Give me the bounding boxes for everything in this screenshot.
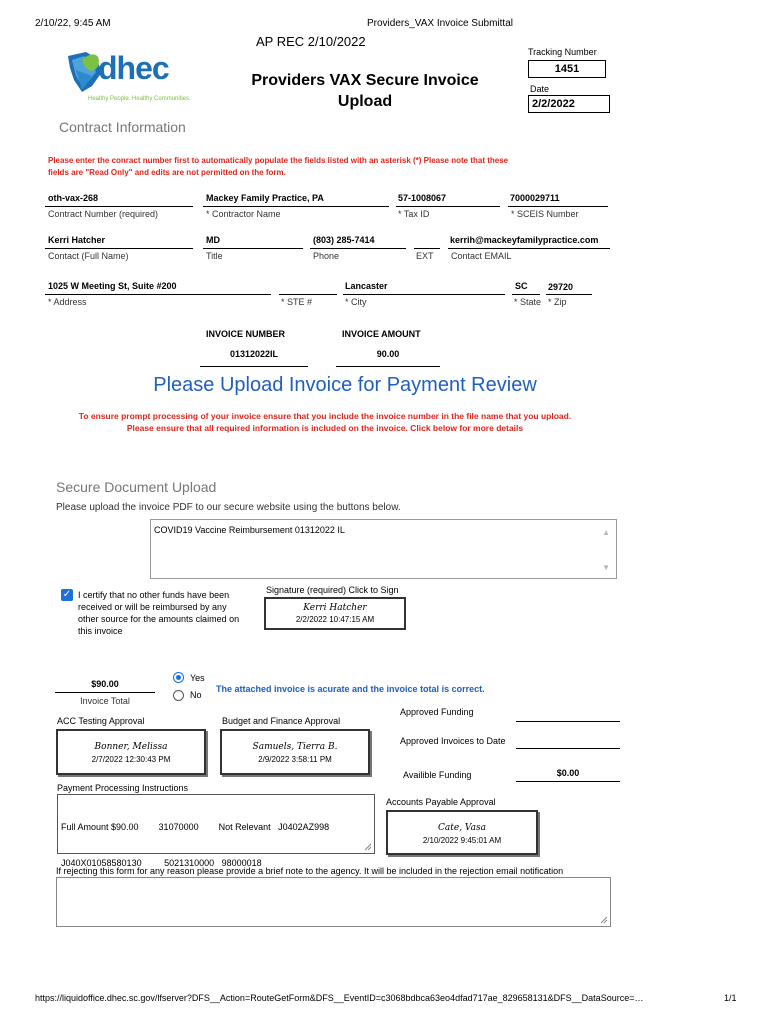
ap-approval-signature: Cate, Vasa (438, 823, 486, 833)
date-label: Date (530, 84, 550, 94)
print-url: https://liquidoffice.dhec.sc.gov/lfserver?DFS__Action=RouteGetForm&DFS__EventID=c3068bdbca63eo4dfad717ae_829658131&DFS__DataSource=… (35, 993, 644, 1003)
divider (310, 248, 406, 249)
payment-instructions-field[interactable] (57, 794, 375, 868)
contract-notice (48, 155, 508, 179)
payment-instructions-label: Payment Processing Instructions (57, 783, 189, 793)
ap-approval-date: 2/10/2022 9:45:01 AM (422, 836, 502, 845)
divider (508, 206, 608, 207)
state-label: * State (514, 297, 542, 307)
divider (343, 294, 505, 295)
upload-instructions: Please upload the invoice PDF to our secure website using the buttons below. (56, 502, 401, 513)
contractor-name-label: * Contractor Name (206, 209, 281, 219)
ap-approval-box[interactable] (386, 810, 538, 855)
zip-label: * Zip (548, 297, 567, 307)
resize-grip-icon[interactable] (600, 916, 608, 924)
contractor-name-field[interactable]: Mackey Family Practice, PA (206, 193, 324, 203)
logo-wordmark: dhec (98, 50, 169, 86)
title-label: Title (206, 251, 223, 261)
state-field[interactable]: SC (515, 281, 528, 291)
ap-rec-stamp: AP REC 2/10/2022 (256, 34, 366, 49)
contact-name-field[interactable]: Kerri Hatcher (48, 235, 106, 245)
page-title-line1: Providers VAX Secure Invoice (251, 72, 479, 89)
resize-grip-icon[interactable] (364, 843, 372, 851)
total-statement: The attached invoice is acurate and the invoice total is correct. (216, 684, 485, 694)
address-label: * Address (48, 297, 87, 307)
invoice-number-label: INVOICE NUMBER (206, 329, 286, 339)
city-label: * City (345, 297, 367, 307)
acc-approval-label: ACC Testing Approval (57, 716, 145, 726)
rejection-note-label: If rejecting this form for any reason please provide a brief note to the agency. It will be included in the rejection email notification (56, 866, 564, 876)
secure-upload-title: Secure Document Upload (56, 479, 217, 495)
divider (516, 781, 620, 782)
tax-id-field[interactable]: 57-1008067 (398, 193, 447, 203)
approved-to-date-field[interactable] (516, 748, 620, 749)
payment-line1: Full Amount $90.00 31070000 Not Relevant J0402AZ998 (61, 822, 330, 832)
invoice-amount-field[interactable]: 90.00 (376, 349, 400, 359)
email-label: Contact EMAIL (451, 251, 512, 261)
zip-field[interactable]: 29720 (548, 282, 574, 292)
address-field[interactable]: 1025 W Meeting St, Suite #200 (48, 281, 177, 291)
tracking-number-label: Tracking Number (528, 47, 597, 57)
approved-funding-label: Approved Funding (400, 707, 474, 717)
page-title (225, 70, 505, 112)
acc-approval-signature: Bonner, Melissa (94, 742, 168, 752)
contact-name-label: Contact (Full Name) (48, 251, 129, 261)
ext-label: EXT (416, 251, 434, 261)
divider (45, 294, 271, 295)
contract-number-label: Contract Number (required) (48, 209, 159, 219)
divider (45, 248, 193, 249)
divider (512, 294, 540, 295)
certify-text-line2: received or will be reimbursed by any (78, 602, 227, 612)
applicant-signature-date: 2/2/2022 10:47:15 AM (295, 615, 375, 624)
acc-approval-box[interactable] (56, 729, 206, 775)
certify-checkbox[interactable] (61, 589, 73, 601)
ap-approval-label: Accounts Payable Approval (386, 797, 496, 807)
upload-file-value: COVID19 Vaccine Reimbursement 01312022 IL (154, 525, 345, 535)
contract-number-field[interactable]: oth-vax-268 (48, 193, 99, 203)
upload-heading: Please Upload Invoice for Payment Review (153, 374, 537, 396)
sceis-number-field[interactable]: 7000029711 (510, 193, 560, 203)
invoice-total-field[interactable]: $90.00 (91, 679, 119, 689)
approved-to-date-label: Approved Invoices to Date (400, 736, 506, 746)
invoice-amount-label: INVOICE AMOUNT (342, 329, 421, 339)
ste-field[interactable] (279, 294, 337, 295)
tax-id-label: * Tax ID (398, 209, 430, 219)
contract-notice-line2: fields are "Read Only" and edits are not permitted on the form. (48, 168, 286, 177)
approved-funding-field[interactable] (516, 721, 620, 722)
print-page-title: Providers_VAX Invoice Submittal (367, 18, 513, 29)
applicant-signature-box[interactable] (264, 597, 406, 630)
certify-text-line4: this invoice (78, 626, 123, 636)
available-funding-field[interactable]: $0.00 (556, 768, 580, 778)
phone-field[interactable]: (803) 285-7414 (313, 235, 375, 245)
contract-notice-line1: Please enter the conract number first to automatically populate the fields listed with an asterisk (*) Please note that these (48, 156, 509, 165)
divider (200, 366, 308, 367)
page-title-line2: Upload (337, 93, 393, 110)
payment-line2: J040X01058580130 5021310000 98000018 (61, 858, 262, 868)
rejection-note-field[interactable] (56, 877, 611, 927)
acc-approval-date: 2/7/2022 12:30:43 PM (91, 755, 171, 764)
budget-approval-signature: Samuels, Tierra B. (252, 742, 338, 752)
title-field[interactable]: MD (206, 235, 220, 245)
upload-notice-line1: To ensure prompt processing of your invoice ensure that you include the invoice number in the file name that you upload. (78, 411, 572, 421)
applicant-signature: Kerri Hatcher (303, 603, 367, 613)
divider (203, 206, 389, 207)
total-yes-radio[interactable] (173, 672, 184, 683)
divider (55, 692, 155, 693)
print-page-count: 1/1 (724, 993, 737, 1003)
upload-notice (0, 410, 650, 434)
logo-tagline: Healthy People. Healthy Communities. (88, 96, 191, 102)
print-datetime: 2/10/22, 9:45 AM (35, 18, 111, 29)
divider (45, 206, 193, 207)
upload-notice-line2: Please ensure that all required information is included on the invoice. Click below for more details (126, 423, 524, 433)
scroll-up-icon[interactable]: ▲ (602, 528, 610, 537)
dhec-logo (62, 46, 198, 110)
checkmark-icon: ✓ (62, 589, 72, 600)
city-field[interactable]: Lancaster (345, 281, 388, 291)
invoice-number-field[interactable]: 01312022IL (229, 349, 279, 359)
scroll-down-icon[interactable]: ▼ (602, 563, 610, 572)
budget-approval-date: 2/9/2022 3:58:11 PM (258, 755, 332, 764)
total-yes-label: Yes (190, 673, 205, 683)
divider (203, 248, 303, 249)
invoice-total-label: Invoice Total (80, 696, 130, 706)
divider (448, 248, 610, 249)
certify-text (78, 589, 239, 637)
phone-label: Phone (313, 251, 340, 261)
certify-text-line1: I certify that no other funds have been (78, 590, 230, 600)
email-field[interactable]: kerrih@mackeyfamilypractice.com (450, 235, 599, 245)
contract-section-title: Contract Information (59, 119, 186, 135)
ste-label: * STE # (281, 297, 313, 307)
date-field[interactable]: 2/2/2022 (528, 95, 610, 113)
sceis-number-label: * SCEIS Number (511, 209, 579, 219)
upload-file-field[interactable] (150, 519, 617, 579)
budget-approval-box[interactable] (220, 729, 370, 775)
total-no-label: No (190, 690, 202, 700)
divider (396, 206, 500, 207)
available-funding-label: Availible Funding (403, 770, 472, 780)
budget-approval-label: Budget and Finance Approval (222, 716, 341, 726)
tracking-number-field[interactable]: 1451 (528, 60, 606, 78)
total-no-radio[interactable] (173, 690, 184, 701)
certify-text-line3: other source for the amounts claimed on (78, 614, 240, 624)
ext-field[interactable] (414, 248, 440, 249)
divider (546, 294, 592, 295)
signature-label: Signature (required) Click to Sign (266, 585, 399, 595)
divider (336, 366, 440, 367)
